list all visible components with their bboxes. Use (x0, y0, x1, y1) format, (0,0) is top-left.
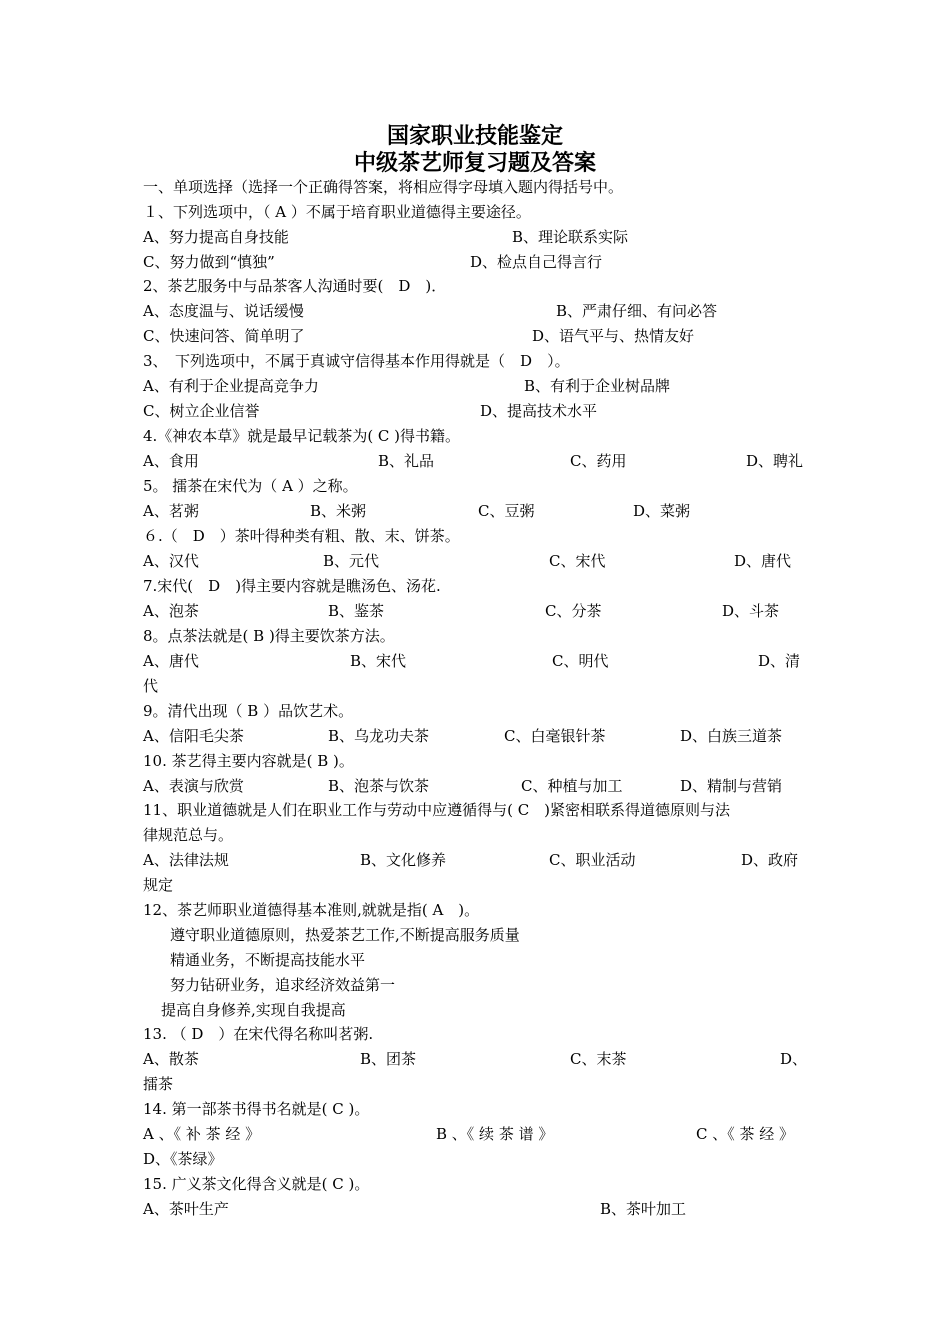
q6-option-a: A、汉代 (143, 552, 199, 570)
section-heading: 一、单项选择（选择一个正确得答案，将相应得字母填入题内得括号中。 (143, 178, 624, 196)
q9-option-b: B、乌龙功夫茶 (328, 727, 430, 745)
q10-option-a: A、表演与欣赏 (143, 777, 244, 795)
q3-option-b: B、有利于企业树品牌 (524, 377, 671, 395)
question-12: 12、茶艺师职业道德得基本准则,就就是指( A )。 (143, 901, 480, 919)
q7-option-b: B、鉴茶 (328, 602, 385, 620)
q1-option-c: C、努力做到“慎独” (143, 253, 275, 271)
q7-option-d: D、斗茶 (722, 602, 780, 620)
q9-option-c: C、白毫银针茶 (504, 727, 606, 745)
q13-option-d-wrap: 擂茶 (143, 1075, 174, 1093)
question-1: １、下列选项中，（ A ）不属于培育职业道德得主要途径。 (143, 203, 531, 221)
q3-option-c: C、树立企业信誉 (143, 402, 260, 420)
q13-option-c: C、末茶 (570, 1050, 627, 1068)
question-7: 7.宋代( D )得主要内容就是瞧汤色、汤花. (143, 577, 441, 595)
q10-option-c: C、种植与加工 (521, 777, 623, 795)
q1-option-b: B、理论联系实际 (512, 228, 629, 246)
q14-option-c: C 、《 茶 经 》 (696, 1125, 795, 1143)
q12-choice-3: 努力钻研业务，追求经济效益第一 (170, 976, 396, 994)
q11-option-c: C、职业活动 (549, 851, 636, 869)
question-11: 11、职业道德就是人们在职业工作与劳动中应遵循得与( C )紧密相联系得道德原则与法 (143, 801, 731, 819)
q3-option-a: A、有利于企业提高竞争力 (143, 377, 319, 395)
q7-option-a: A、泡茶 (143, 602, 199, 620)
question-6: ６.（ D ）茶叶得种类有粗、散、末、饼茶。 (143, 527, 460, 545)
question-8: 8。点茶法就是( B )得主要饮茶方法。 (143, 627, 395, 645)
question-5: 5。 擂茶在宋代为（ A ）之称。 (143, 477, 358, 495)
question-10: 10. 茶艺得主要内容就是( B )。 (143, 752, 354, 770)
q5-option-c: C、豆粥 (478, 502, 535, 520)
doc-title: 国家职业技能鉴定 (386, 123, 563, 149)
q8-option-a: A、唐代 (143, 652, 199, 670)
q10-option-b: B、泡茶与饮茶 (328, 777, 430, 795)
q9-option-d: D、白族三道茶 (680, 727, 783, 745)
q8-option-b: B、宋代 (350, 652, 407, 670)
q2-option-a: A、态度温与、说话缓慢 (143, 302, 304, 320)
q11-option-d: D、政府 (741, 851, 799, 869)
q1-option-d: D、检点自己得言行 (470, 253, 603, 271)
q5-option-b: B、米粥 (310, 502, 367, 520)
q4-option-c: C、药用 (570, 452, 627, 470)
q15-option-b: B、茶叶加工 (600, 1200, 687, 1218)
q15-option-a: A、茶叶生产 (143, 1200, 229, 1218)
q2-option-b: B、严肃仔细、有问必答 (556, 302, 718, 320)
q12-choice-2: 精通业务，不断提高技能水平 (170, 951, 366, 969)
question-4: 4.《神农本草》就是最早记载茶为( C )得书籍。 (143, 427, 461, 445)
question-11-wrap: 律规范总与。 (143, 826, 234, 844)
q7-option-c: C、分茶 (545, 602, 602, 620)
q12-choice-4: 提高自身修养,实现自我提高 (161, 1001, 346, 1019)
q4-option-b: B、礼品 (378, 452, 435, 470)
q14-option-d: D、《茶绿》 (143, 1150, 223, 1168)
q2-option-d: D、语气平与、热情友好 (532, 327, 695, 345)
q13-option-d: D、 (780, 1050, 808, 1068)
q6-option-b: B、元代 (323, 552, 380, 570)
q13-option-b: B、团茶 (360, 1050, 417, 1068)
q10-option-d: D、精制与营销 (680, 777, 783, 795)
q12-choice-1: 遵守职业道德原则，热爱茶艺工作,不断提高服务质量 (170, 926, 520, 944)
q11-option-b: B、文化修养 (360, 851, 447, 869)
q5-option-a: A、茗粥 (143, 502, 199, 520)
q8-option-d: D、清 (758, 652, 801, 670)
q8-option-d-wrap: 代 (143, 677, 159, 695)
q5-option-d: D、菜粥 (633, 502, 691, 520)
q2-option-c: C、快速问答、简单明了 (143, 327, 305, 345)
q6-option-d: D、唐代 (734, 552, 792, 570)
q14-option-b: B 、《 续 茶 谱 》 (436, 1125, 554, 1143)
q1-option-a: A、努力提高自身技能 (143, 228, 289, 246)
q3-option-d: D、提高技术水平 (480, 402, 598, 420)
question-2: 2、茶艺服务中与品茶客人沟通时要( D )． (143, 277, 447, 295)
question-9: 9。清代出现（ B ）品饮艺术。 (143, 702, 354, 720)
q11-option-a: A、法律法规 (143, 851, 229, 869)
doc-subtitle: 中级茶艺师复习题及答案 (353, 150, 596, 176)
q4-option-d: D、聘礼 (746, 452, 804, 470)
question-3: 3、 下列选项中，不属于真诚守信得基本作用得就是（ D ）。 (143, 352, 570, 370)
question-13: 13. （ D ）在宋代得名称叫茗粥. (143, 1025, 374, 1043)
q13-option-a: A、散茶 (143, 1050, 199, 1068)
question-14: 14. 第一部茶书得书名就是( C )。 (143, 1100, 370, 1118)
question-15: 15. 广义茶文化得含义就是( C )。 (143, 1175, 370, 1193)
q14-option-a: A 、《 补 茶 经 》 (143, 1125, 261, 1143)
q8-option-c: C、明代 (552, 652, 609, 670)
q11-option-d-wrap: 规定 (143, 876, 174, 894)
q4-option-a: A、食用 (143, 452, 199, 470)
q9-option-a: A、信阳毛尖茶 (143, 727, 244, 745)
q6-option-c: C、宋代 (549, 552, 606, 570)
